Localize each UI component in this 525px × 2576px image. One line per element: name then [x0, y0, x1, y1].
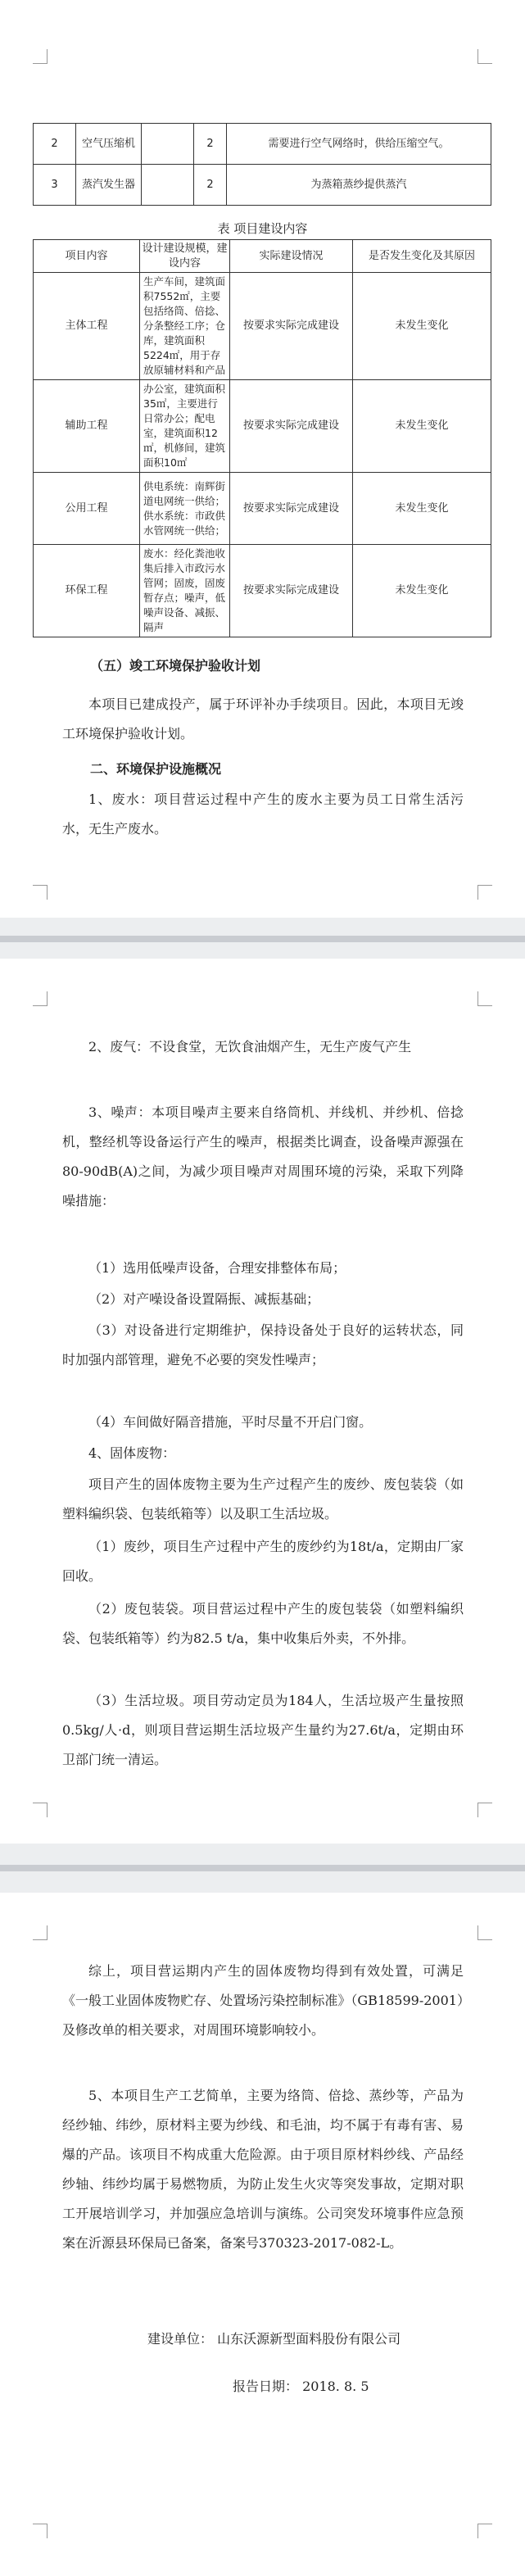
page-separator [0, 1865, 525, 1871]
table-row [34, 273, 491, 380]
row-number: 2 [34, 124, 76, 165]
equipment-table [33, 123, 491, 206]
change-cell: 未发生变化 [353, 380, 491, 473]
actual-cell: 按要求实际完成建设 [230, 380, 353, 473]
item-cell: 主体工程 [34, 273, 140, 380]
equipment-name: 蒸汽发生器 [76, 165, 142, 206]
construction-table [33, 239, 491, 637]
list-item: （2）废包装袋。项目营运过程中产生的废包装袋（如塑料编织袋、包装纸箱等）约为82.5 t/a，集中收集后外卖，不外排。 [62, 1601, 464, 1646]
empty-cell [142, 124, 194, 165]
equipment-qty: 2 [194, 165, 227, 206]
list-item: （1）选用低噪声设备，合理安排整体布局； [88, 1260, 346, 1276]
document-page-1 [0, 0, 525, 918]
report-date: 报告日期： 2018. 8. 5 [233, 2379, 369, 2394]
equipment-name: 空气压缩机 [76, 124, 142, 165]
crop-mark [33, 1925, 48, 1940]
crop-mark [477, 2524, 492, 2538]
actual-cell: 按要求实际完成建设 [230, 273, 353, 380]
equipment-desc: 需要进行空气网络时，供给压缩空气。 [227, 124, 491, 165]
table-row [34, 124, 491, 165]
list-item: （4）车间做好隔音措施，平时尽量不开启门窗。 [88, 1414, 373, 1430]
column-header: 实际建设情况 [230, 240, 353, 273]
page-separator [0, 936, 525, 942]
scale-cell: 生产车间，建筑面积7552㎡，主要包括络筒、倍捻、分条整经工序；仓库，建筑面积5224㎡，用于存放原辅材料和产品 [140, 273, 230, 380]
crop-mark [477, 1925, 492, 1940]
list-item: （1）废纱，项目生产过程中产生的废纱约为18t/a，定期由厂家回收。 [62, 1539, 464, 1584]
actual-cell: 按要求实际完成建设 [230, 473, 353, 545]
change-cell: 未发生变化 [353, 545, 491, 637]
crop-mark [33, 991, 48, 1006]
paragraph: 项目产生的固体废物主要为生产过程产生的废纱、废包装袋（如塑料编织袋、包装纸箱等）以及职工生活垃圾。 [62, 1476, 464, 1522]
item-cell: 辅助工程 [34, 380, 140, 473]
paragraph: 本项目已建成投产，属于环评补办手续项目。因此，本项目无竣工环境保护验收计划。 [62, 696, 464, 742]
change-cell: 未发生变化 [353, 473, 491, 545]
table-header-row [34, 240, 491, 273]
crop-mark [477, 991, 492, 1006]
equipment-qty: 2 [194, 124, 227, 165]
list-item: （2）对产噪设备设置隔振、减振基础； [88, 1291, 320, 1307]
list-item: （3）对设备进行定期维护，保持设备处于良好的运转状态，同时加强内部管理，避免不必要的突发性噪声； [62, 1322, 464, 1367]
column-header: 项目内容 [34, 240, 140, 273]
table-row [34, 380, 491, 473]
paragraph: 2、废气：不设食堂，无饮食油烟产生，无生产废气产生 [88, 1039, 412, 1054]
table-row [34, 165, 491, 206]
crop-mark [33, 49, 48, 64]
crop-mark [33, 885, 48, 900]
row-number: 3 [34, 165, 76, 206]
crop-mark [33, 2524, 48, 2538]
scale-cell: 办公室，建筑面积35㎡，主要进行日常办公；配电室，建筑面积12㎡，机修间，建筑面积10㎡ [140, 380, 230, 473]
paragraph: 3、噪声：本项目噪声主要来自络筒机、并线机、并纱机、倍捻机，整经机等设备运行产生的噪声，根据类比调查，设备噪声源强在80-90dB(A)之间，为减少项目噪声对周围环境的污染，采取下列降噪措施： [62, 1104, 464, 1209]
column-header: 设计建设规模，建设内容 [140, 240, 230, 273]
list-item: （3）生活垃圾。项目劳动定员为184人，生活垃圾产生量按照0.5kg/人·d，则项目营运期生活垃圾产生量约为27.6t/a，定期由环卫部门统一清运。 [62, 1693, 464, 1767]
page-gap [0, 918, 525, 959]
item-cell: 环保工程 [34, 545, 140, 637]
crop-mark [477, 49, 492, 64]
actual-cell: 按要求实际完成建设 [230, 545, 353, 637]
signer: 建设单位： 山东沃源新型面料股份有限公司 [147, 2331, 401, 2347]
crop-mark [33, 1803, 48, 1817]
table-row [34, 545, 491, 637]
paragraph: 综上，项目营运期内产生的固体废物均得到有效处置，可满足《一般工业固体废物贮存、处置场污染控制标准》（GB18599-2001）及修改单的相关要求，对周围环境影响较小。 [62, 1963, 464, 2038]
page-gap [0, 1844, 525, 1893]
subheading: 4、固体废物： [88, 1445, 176, 1461]
section-heading: 二、环境保护设施概况 [90, 761, 222, 777]
document-page-3 [0, 1893, 525, 2576]
scale-cell: 废水：经化粪池收集后排入市政污水管网；固废，固废暂存点；噪声，低噪声设备、减振、隔声 [140, 545, 230, 637]
table-caption: 表 项目建设内容 [217, 221, 308, 236]
item-cell: 公用工程 [34, 473, 140, 545]
column-header: 是否发生变化及其原因 [353, 240, 491, 273]
table-row [34, 473, 491, 545]
empty-cell [142, 165, 194, 206]
paragraph: 5、本项目生产工艺简单，主要为络筒、倍捻、蒸纱等，产品为经纱轴、纬纱，原材料主要为纱线、和毛油，均不属于有毒有害、易爆的产品。该项目不构成重大危险源。由于项目原材料纱线、产品经纱轴、纬纱均属于易燃物质，为防止发生火灾等突发事故，定期对职工开展培训学习，并加强应急培训与演练。公司突发环境事件应急预案在沂源县环保局已备案，备案号370323-2017-082-L。 [62, 2088, 464, 2251]
crop-mark [477, 885, 492, 900]
document-page-2 [0, 959, 525, 1844]
paragraph: 1、废水：项目营运过程中产生的废水主要为员工日常生活污水，无生产废水。 [62, 791, 464, 837]
crop-mark [477, 1803, 492, 1817]
section-heading: （五）竣工环境保护验收计划 [90, 658, 261, 673]
scale-cell: 供电系统：南辉街道电网统一供给；供水系统：市政供水管网统一供给； [140, 473, 230, 545]
change-cell: 未发生变化 [353, 273, 491, 380]
equipment-desc: 为蒸箱蒸纱提供蒸汽 [227, 165, 491, 206]
